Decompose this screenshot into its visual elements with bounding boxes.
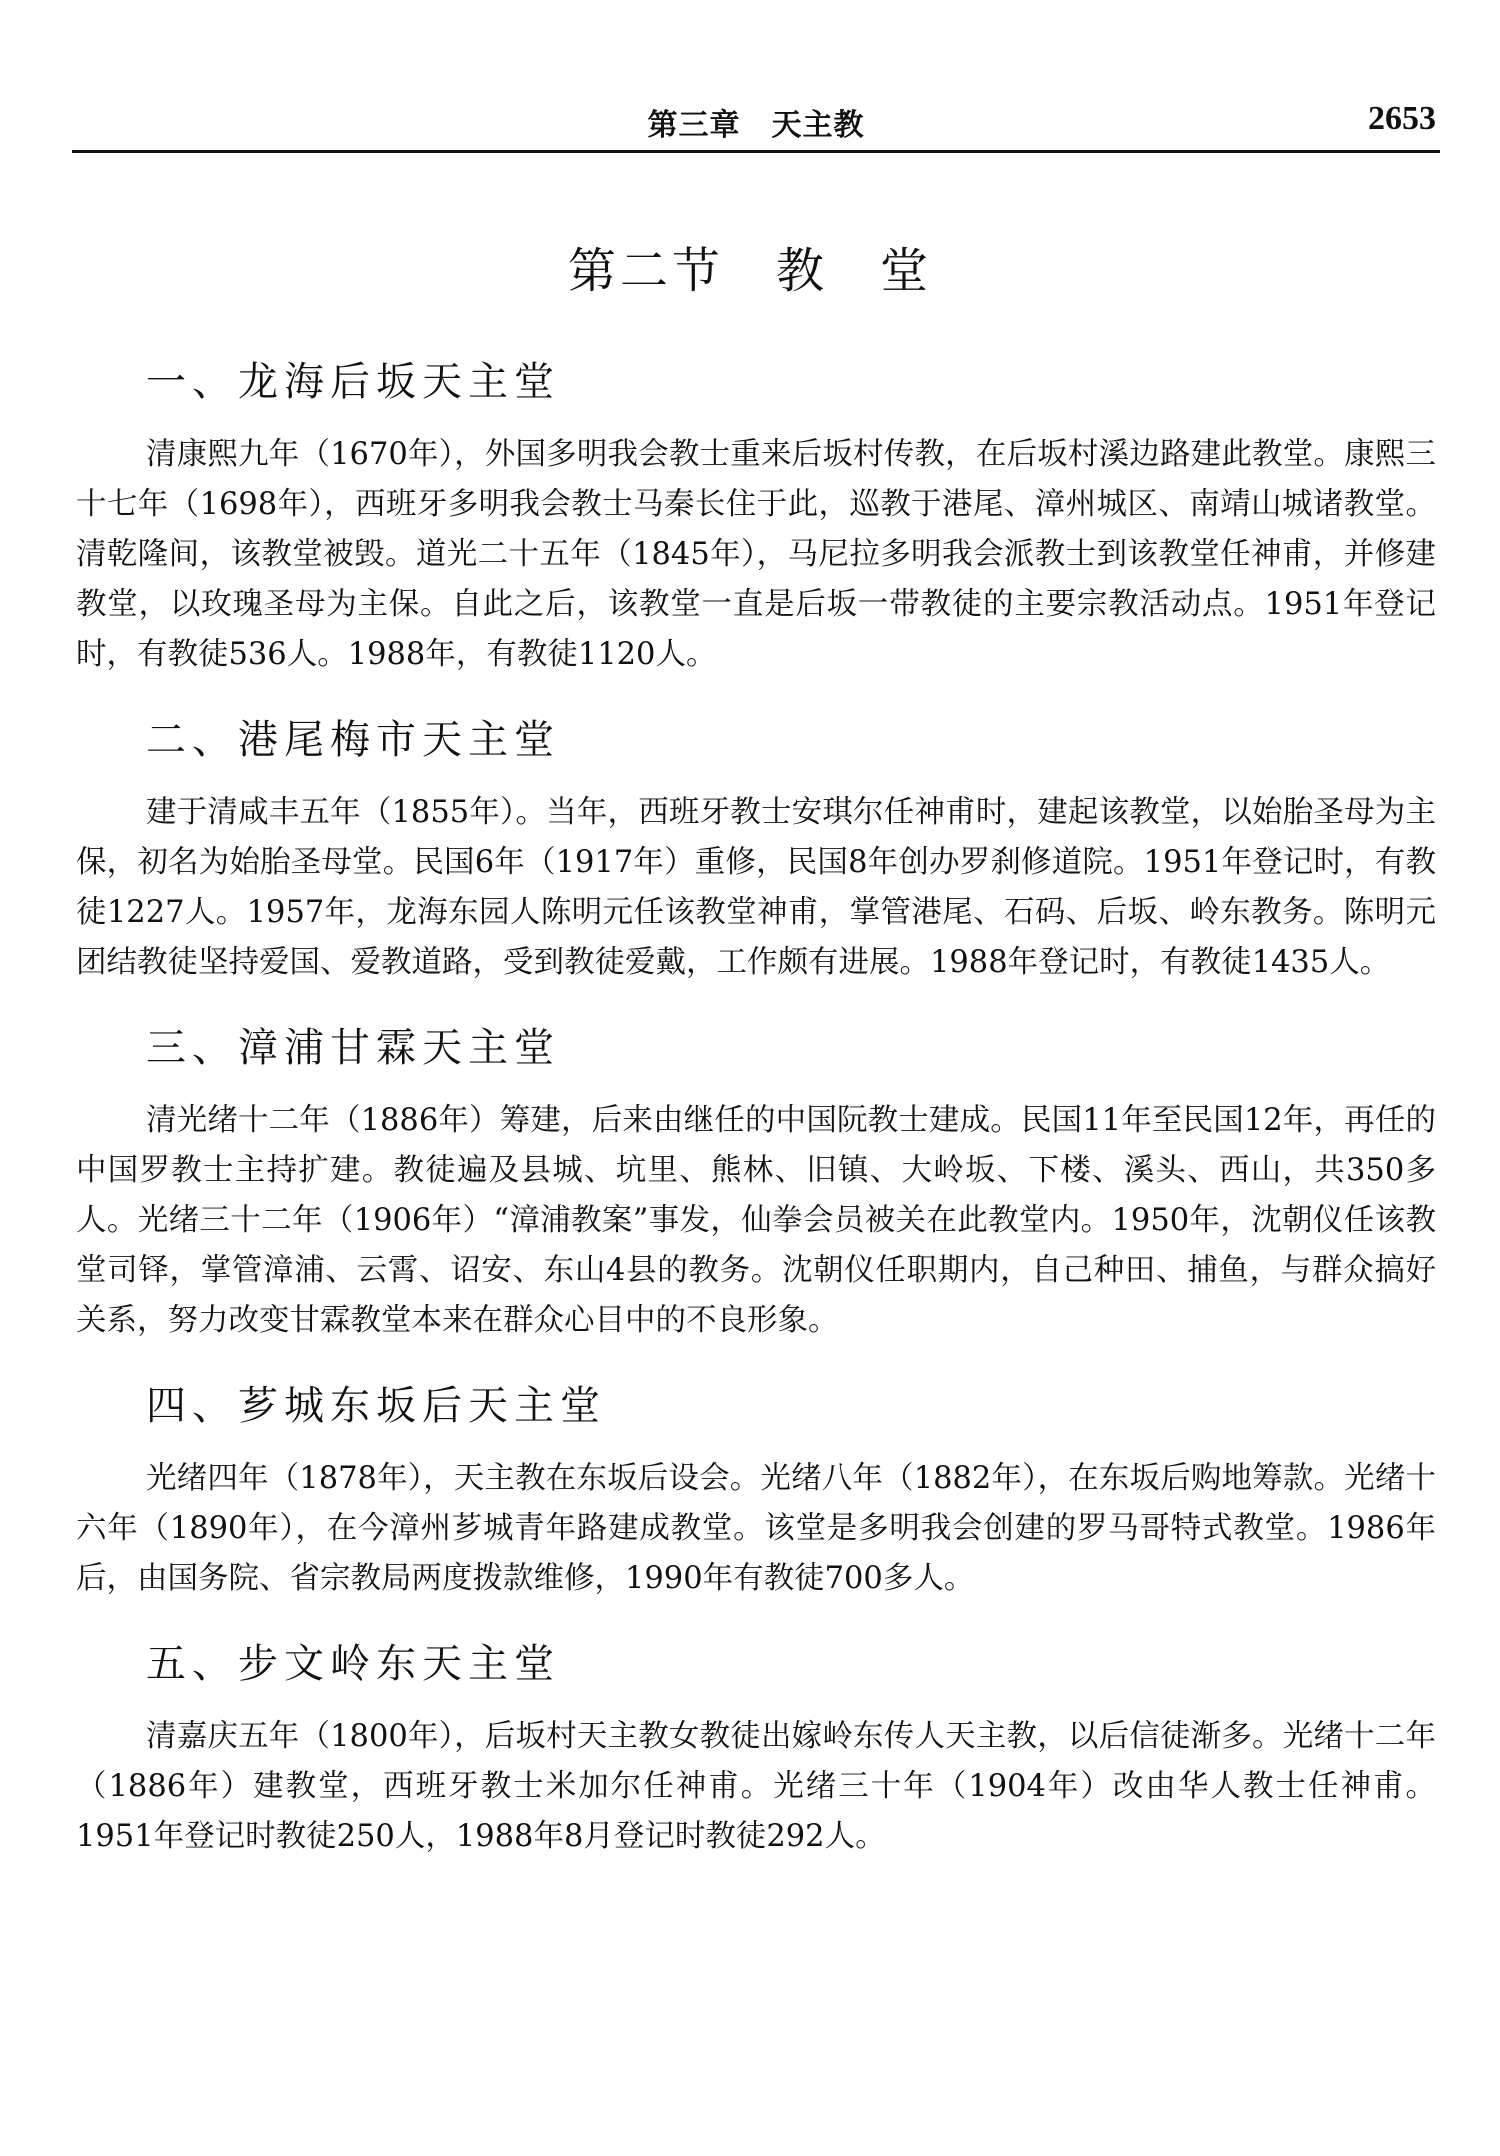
subsection-paragraph: 清嘉庆五年（1800年），后坂村天主教女教徒出嫁岭东传人天主教，以后信徒渐多。光绪十二年（1886年）建教堂，西班牙教士米加尔任神甫。光绪三十年（1904年）改由华人教士任神甫。1951年登记时教徒250人，1988年8月登记时教徒292人。 bbox=[76, 1719, 1436, 1854]
subsection-buwen-lingdong bbox=[76, 1638, 1436, 1862]
subsection-zhangpu-ganlin bbox=[76, 1022, 1436, 1346]
subsection-heading: 二、港尾梅市天主堂 bbox=[146, 717, 560, 763]
running-header bbox=[72, 92, 1440, 153]
subsection-paragraph: 建于清咸丰五年（1855年）。当年，西班牙教士安琪尔任神甫时，建起该教堂，以始胎圣母为主保，初名为始胎圣母堂。民国6年（1917年）重修，民国8年创办罗刹修道院。1951年登记时，有教徒1227人。1957年，龙海东园人陈明元任该教堂神甫，掌管港尾、石码、后坂、岭东教务。陈明元团结教徒坚持爱国、爱教道路，受到教徒爱戴，工作颇有进展。1988年登记时，有教徒1435人。 bbox=[76, 795, 1436, 980]
subsection-heading: 五、步文岭东天主堂 bbox=[146, 1641, 560, 1687]
content-body bbox=[76, 356, 1436, 1896]
subsection-heading: 一、龙海后坂天主堂 bbox=[146, 359, 560, 405]
subsection-gangwei-meishi bbox=[76, 714, 1436, 988]
subsection-paragraph: 光绪四年（1878年），天主教在东坂后设会。光绪八年（1882年），在东坂后购地筹款。光绪十六年（1890年），在今漳州芗城青年路建成教堂。该堂是多明我会创建的罗马哥特式教堂。1986年后，由国务院、省宗教局两度拨款维修，1990年有教徒700多人。 bbox=[76, 1461, 1436, 1596]
subsection-paragraph: 清康熙九年（1670年），外国多明我会教士重来后坂村传教，在后坂村溪边路建此教堂。康熙三十七年（1698年），西班牙多明我会教士马秦长住于此，巡教于港尾、漳州城区、南靖山城诸教堂。清乾隆间，该教堂被毁。道光二十五年（1845年），马尼拉多明我会派教士到该教堂任神甫，并修建教堂，以玫瑰圣母为主保。自此之后，该教堂一直是后坂一带教徒的主要宗教活动点。1951年登记时，有教徒536人。1988年，有教徒1120人。 bbox=[76, 437, 1436, 672]
page-number: 2653 bbox=[1368, 100, 1436, 137]
subsection-longhai-houban bbox=[76, 356, 1436, 680]
section-title: 第二节 教 堂 bbox=[567, 243, 932, 299]
subsection-paragraph: 清光绪十二年（1886年）筹建，后来由继任的中国阮教士建成。民国11年至民国12年，再任的中国罗教士主持扩建。教徒遍及县城、坑里、熊林、旧镇、大岭坂、下楼、溪头、西山，共350多人。光绪三十二年（1906年）“漳浦教案”事发，仙拳会员被关在此教堂内。1950年，沈朝仪任该教堂司铎，掌管漳浦、云霄、诏安、东山4县的教务。沈朝仪任职期内，自己种田、捕鱼，与群众搞好关系，努力改变甘霖教堂本来在群众心目中的不良形象。 bbox=[76, 1103, 1436, 1338]
chapter-title: 第三章 天主教 bbox=[647, 108, 865, 143]
subsection-heading: 四、芗城东坂后天主堂 bbox=[146, 1383, 606, 1429]
subsection-heading: 三、漳浦甘霖天主堂 bbox=[146, 1025, 560, 1071]
subsection-xiangcheng-dongbanhou bbox=[76, 1380, 1436, 1604]
